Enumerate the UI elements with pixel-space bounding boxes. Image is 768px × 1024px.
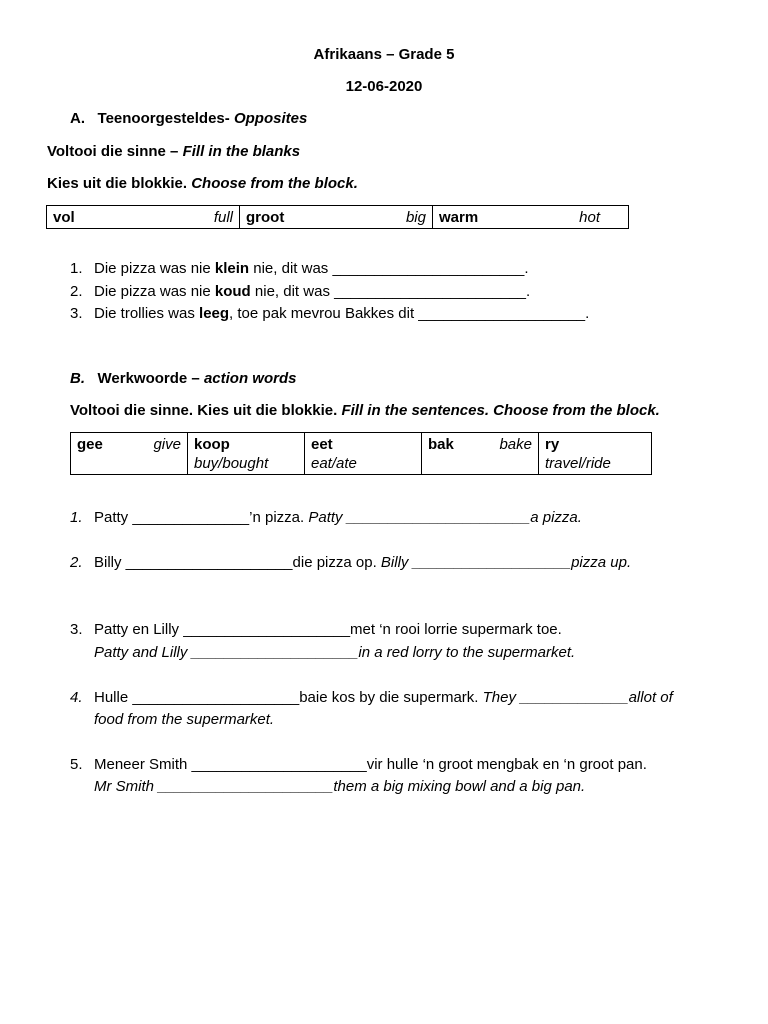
word-cell-groot xyxy=(240,206,433,229)
word-en: bake xyxy=(499,436,532,453)
word-cell-gee xyxy=(71,433,188,475)
word-af: eet xyxy=(311,436,333,453)
word-en: full xyxy=(213,209,233,226)
section-b-item-4 xyxy=(70,688,673,708)
item-text-en: Patty ______________________a pizza. xyxy=(308,509,582,526)
item-number: 4. xyxy=(70,689,83,706)
instruction-en: Fill in the sentences. Choose from the block. xyxy=(341,402,660,419)
word-cell-warm xyxy=(433,206,629,229)
word-cell-ry xyxy=(539,433,652,475)
section-b-item-5-translation: Mr Smith _____________________them a big mixing bowl and a big pan. xyxy=(94,778,586,795)
item-number: 2. xyxy=(70,554,83,571)
item-text-af: Meneer Smith _____________________vir hulle ‘n groot mengbak en ‘n groot pan. xyxy=(94,756,647,773)
section-a-instruction-1 xyxy=(47,142,300,162)
instruction-1-en: Fill in the blanks xyxy=(182,143,301,160)
word-en: travel/ride xyxy=(545,455,611,472)
item-text: , toe pak mevrou Bakkes dit ____________________. xyxy=(229,305,590,322)
item-text-af: Patty en Lilly ____________________met ‘n rooi lorrie supermark toe. xyxy=(94,621,562,638)
item-number: 1. xyxy=(70,260,83,277)
item-keyword: leeg xyxy=(199,305,230,322)
section-b-item-2 xyxy=(70,553,631,573)
item-text-af: Patty ______________’n pizza. xyxy=(94,509,309,526)
item-text: Die trollies was xyxy=(94,305,200,322)
item-text: Die pizza was nie xyxy=(94,283,215,300)
word-en: eat/ate xyxy=(311,455,357,472)
item-text-en: Billy ___________________pizza up. xyxy=(380,554,632,571)
instruction-2-af: Kies uit die blokkie. xyxy=(47,175,188,192)
item-number: 2. xyxy=(70,283,83,300)
section-b-item-5 xyxy=(70,755,647,775)
word-en: hot xyxy=(579,209,600,226)
word-en: big xyxy=(405,209,426,226)
worksheet-date: 12-06-2020 xyxy=(345,78,423,95)
section-a-title-af: Teenoorgesteldes- xyxy=(97,110,230,127)
word-af: gee xyxy=(77,436,103,453)
word-af: groot xyxy=(246,209,285,226)
section-b-letter: B. xyxy=(70,370,85,387)
word-en: give xyxy=(153,436,181,453)
item-number: 5. xyxy=(70,756,83,773)
word-cell-vol xyxy=(47,206,240,229)
worksheet-title: Afrikaans – Grade 5 xyxy=(313,46,455,63)
section-b-title-en: action words xyxy=(203,370,297,387)
section-b-heading xyxy=(70,369,296,389)
word-af: bak xyxy=(428,436,454,453)
section-a-instruction-2 xyxy=(47,174,358,194)
section-a-heading xyxy=(70,109,307,129)
item-text: Die pizza was nie xyxy=(94,260,215,277)
instruction-af: Voltooi die sinne. Kies uit die blokkie. xyxy=(70,402,338,419)
word-af: vol xyxy=(53,209,75,226)
word-cell-bak xyxy=(422,433,539,475)
section-b-item-1 xyxy=(70,508,582,528)
section-a-item-1 xyxy=(70,259,529,279)
item-text: nie, dit was _______________________. xyxy=(250,283,531,300)
section-a-letter: A. xyxy=(70,110,85,127)
item-keyword: klein xyxy=(214,260,250,277)
section-a-title-en: Opposites xyxy=(233,110,308,127)
item-number: 3. xyxy=(70,305,83,322)
section-b-instruction xyxy=(70,401,660,421)
word-af: koop xyxy=(194,436,230,453)
section-b-item-3 xyxy=(70,620,562,640)
item-text-af: Billy ____________________die pizza op. xyxy=(94,554,381,571)
word-cell-koop xyxy=(188,433,305,475)
word-en: buy/bought xyxy=(194,455,269,472)
word-cell-eet xyxy=(305,433,422,475)
item-text: nie, dit was _______________________. xyxy=(249,260,529,277)
item-keyword: koud xyxy=(214,283,251,300)
item-text-en: They _____________allot of xyxy=(482,689,673,706)
word-af: warm xyxy=(439,209,479,226)
item-number: 3. xyxy=(70,621,83,638)
section-b-title-af: Werkwoorde – xyxy=(97,370,200,387)
item-number: 1. xyxy=(70,509,83,526)
section-a-item-3 xyxy=(70,304,589,324)
section-b-item-3-translation: Patty and Lilly ____________________in a red lorry to the supermarket. xyxy=(94,644,576,661)
instruction-2-en: Choose from the block. xyxy=(191,175,358,192)
section-a-word-block xyxy=(46,205,629,229)
section-a-item-2 xyxy=(70,282,530,302)
section-b-item-4-translation: food from the supermarket. xyxy=(94,711,275,728)
instruction-1-af: Voltooi die sinne – xyxy=(47,143,179,160)
word-af: ry xyxy=(545,436,560,453)
item-text-af: Hulle ____________________baie kos by die supermark. xyxy=(94,689,483,706)
section-b-word-block xyxy=(70,432,652,475)
